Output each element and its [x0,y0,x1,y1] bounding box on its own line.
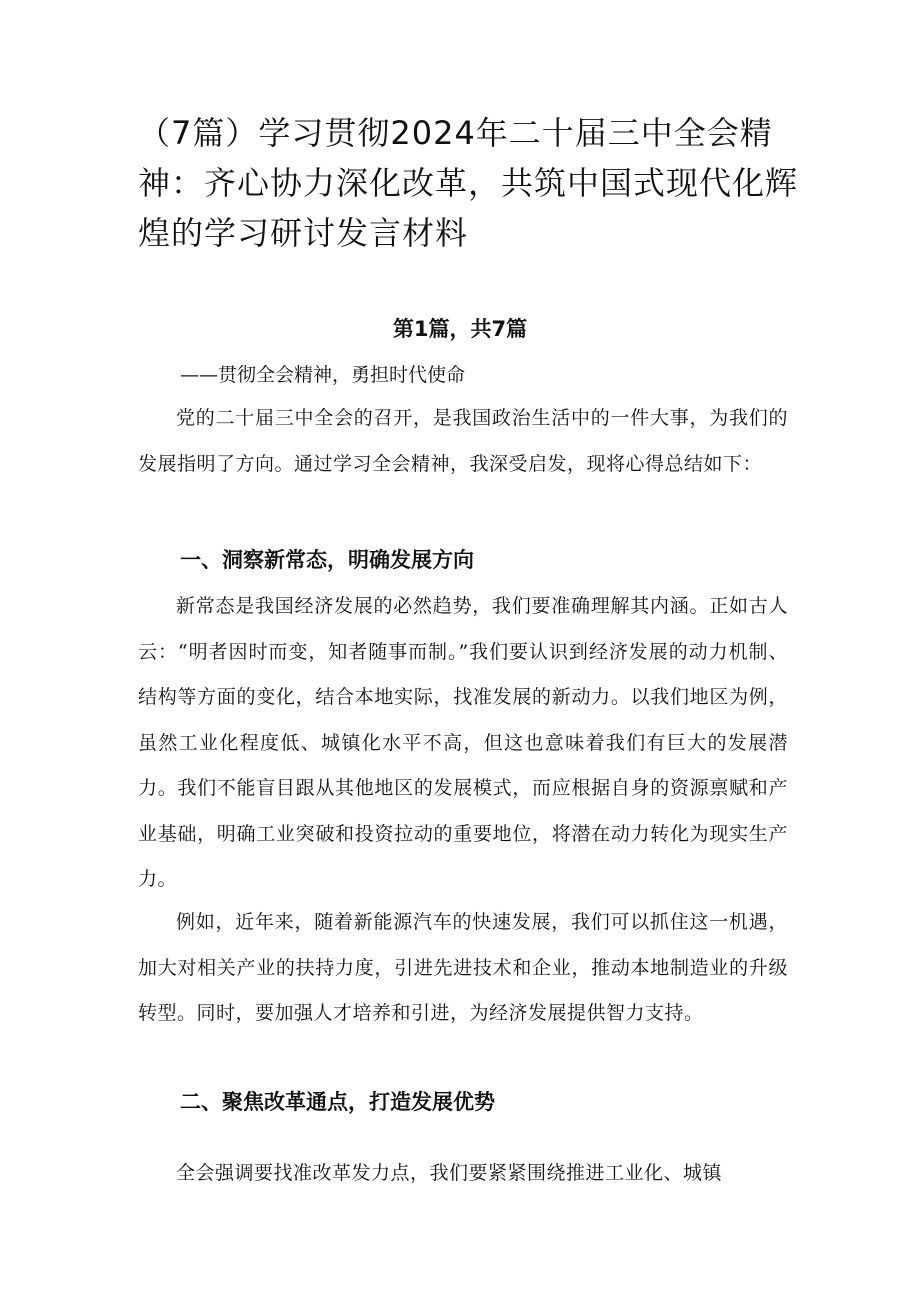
section-1-heading: 一、洞察新常态，明确发展方向 [180,548,474,572]
intro-paragraph: 党的二十届三中全会的召开，是我国政治生活中的一件大事，为我们的发展指明了方向。通过学习全会精神，我深受启发，现将心得总结如下： [138,407,788,475]
part-label: 第1篇，共7篇 [392,317,528,341]
document-title: （7篇）学习贯彻2024年二十届三中全会精神：齐心协力深化改革，共筑中国式现代化辉煌的学习研讨发言材料 [138,114,799,252]
section-1-paragraph-2: 例如，近年来，随着新能源汽车的快速发展，我们可以抓住这一机遇，加大对相关产业的扶持力度，引进先进技术和企业，推动本地制造业的升级转型。同时，要加强人才培养和引进，为经济发展提供智力支持。 [138,911,788,1024]
section-2-heading: 二、聚焦改革通点，打造发展优势 [180,1090,495,1114]
part-subtitle: ——贯彻全会精神，勇担时代使命 [180,364,466,386]
section-1-paragraph-1: 新常态是我国经济发展的必然趋势，我们要准确理解其内涵。正如古人云：“明者因时而变，知者随事而制。”我们要认识到经济发展的动力机制、结构等方面的变化，结合本地实际，找准发展的新动力。以我们地区为例，虽然工业化程度低、城镇化水平不高，但这也意味着我们有巨大的发展潜力。我们不能盲目跟从其他地区的发展模式，而应根据自身的资源禀赋和产业基础，明确工业突破和投资拉动的重要地位，将潜在动力转化为现实生产力。 [138,595,788,890]
section-2-paragraph-1: 全会强调要找准改革发力点，我们要紧紧围绕推进工业化、城镇 [176,1162,723,1184]
